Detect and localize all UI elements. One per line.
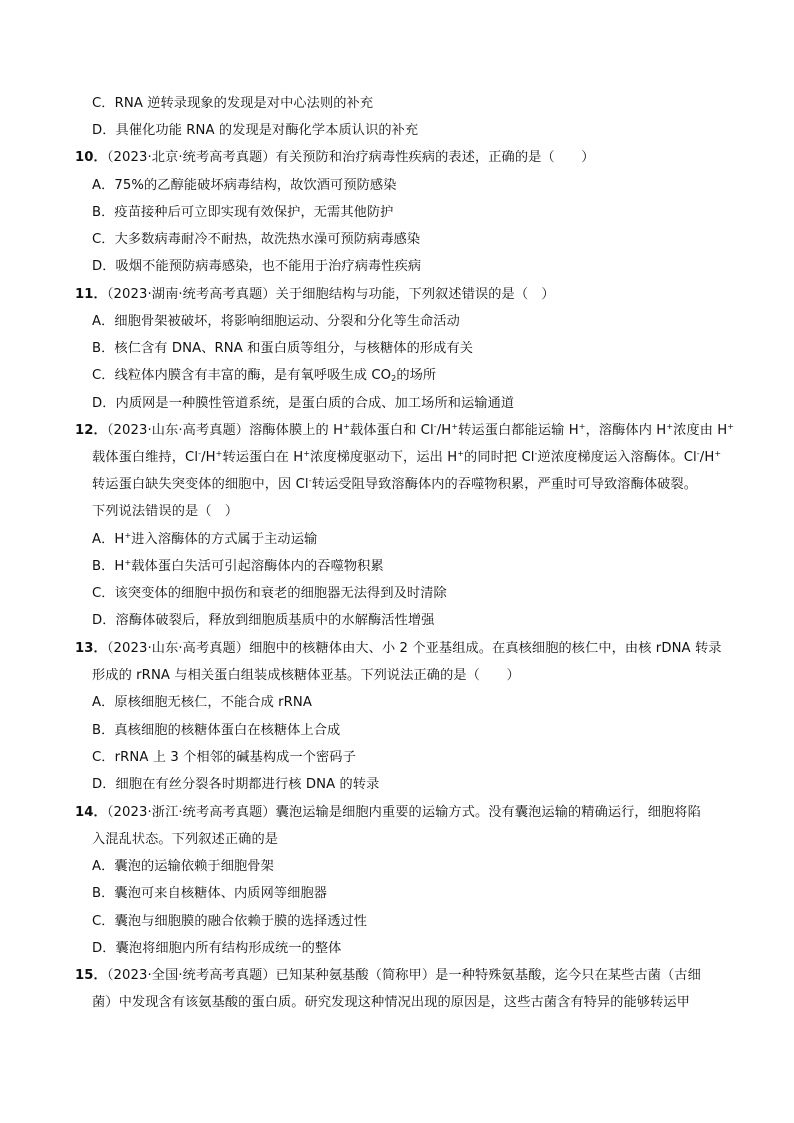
q12-option-d: D．溶酶体破裂后，释放到细胞质基质中的水解酶活性增强 <box>92 613 435 628</box>
superscript: - <box>534 449 538 458</box>
q13-source: （2023·山东·高考真题） <box>106 641 250 656</box>
q12-stem-line1 <box>75 421 734 441</box>
q15-number: 15． <box>75 968 107 983</box>
q12-text: 浓度由 H <box>673 423 728 438</box>
q11-option-c-text: C．线粒体内膜含有丰富的酶，是有氧呼吸生成 CO <box>92 368 392 383</box>
superscript: + <box>124 531 132 540</box>
q10-stem <box>75 148 595 168</box>
superscript: - <box>198 449 202 458</box>
q14-option-d: D．囊泡将细胞内所有结构形成统一的整体 <box>92 941 342 956</box>
q10-option-a: A．75%的乙醇能破坏病毒结构，故饮酒可预防感染 <box>92 178 397 193</box>
q12-option-a <box>92 530 317 550</box>
q12-text: /H <box>201 450 216 465</box>
q15-text: 已知某种氨基酸（简称甲）是一种特殊氨基酸，迄今只在某些古菌（古细 <box>275 968 701 983</box>
q12-text: 转运蛋白在 H <box>222 450 304 465</box>
q11-option-d: D．内质网是一种膜性管道系统，是蛋白质的合成、加工场所和运输通道 <box>92 396 515 411</box>
superscript: + <box>578 422 586 431</box>
q10-option-b: B．疫苗接种后可立即实现有效保护，无需其他防护 <box>92 205 394 220</box>
q12-text: ，溶酶体内 H <box>585 423 667 438</box>
q13-option-a: A．原核细胞无核仁，不能合成 rRNA <box>92 695 313 710</box>
q12-text: 转运蛋白都能运输 H <box>458 423 579 438</box>
q13-option-d: D．细胞在有丝分裂各时期都进行核 DNA 的转录 <box>92 777 380 792</box>
co2-subscript: 2 <box>391 374 397 383</box>
superscript: + <box>727 422 735 431</box>
q10-source: （2023·北京·统考高考真题） <box>106 150 276 165</box>
q14-number: 14． <box>75 805 107 820</box>
q10-option-d: D．吸烟不能预防病毒感染，也不能用于治疗病毒性疾病 <box>92 259 422 274</box>
q14-stem-line2: 入混乱状态。下列叙述正确的是 <box>92 832 279 847</box>
q12-option-c: C．该突变体的细胞中损伤和衰老的细胞器无法得到及时清除 <box>92 586 447 601</box>
q12-option-a-text: A．H <box>92 532 125 547</box>
q14-text: 囊泡运输是细胞内重要的运输方式。没有囊泡运输的精确运行，细胞将陷 <box>275 805 701 820</box>
q13-option-b: B．真核细胞的核糖体蛋白在核糖体上合成 <box>92 723 341 738</box>
q12-number: 12． <box>75 423 107 438</box>
q11-text: 关于细胞结构与功能，下列叙述错误的是（ ） <box>275 287 555 302</box>
q12-stem-line2 <box>92 448 721 468</box>
q12-text: 浓度梯度驱动下，运出 H <box>310 450 458 465</box>
q10-text: 有关预防和治疗病毒性疾病的表述，正确的是（ ） <box>275 150 595 165</box>
q12-option-b <box>92 557 384 577</box>
q10-number: 10． <box>75 150 107 165</box>
q11-option-b: B．核仁含有 DNA、RNA 和蛋白质等组分，与核糖体的形成有关 <box>92 341 474 356</box>
q11-option-a: A．细胞骨架被破坏，将影响细胞运动、分裂和分化等生命活动 <box>92 314 460 329</box>
q13-option-c: C．rRNA 上 3 个相邻的碱基构成一个密码子 <box>92 750 356 765</box>
q12-option-a-tail: 进入溶酶体的方式属于主动运输 <box>131 532 318 547</box>
q14-option-b: B．囊泡可来自核糖体、内质网等细胞器 <box>92 886 328 901</box>
q13-stem-line2: 形成的 rRNA 与相关蛋白组装成核糖体亚基。下列说法正确的是（ ） <box>92 668 520 683</box>
q11-option-c <box>92 366 436 386</box>
q9-option-c: C．RNA 逆转录现象的发现是对中心法则的补充 <box>92 96 374 111</box>
q11-stem <box>75 285 555 305</box>
q12-text: /H <box>699 450 715 465</box>
q12-text: 转运受阻导致溶酶体内的吞噬物积累，严重时可导致溶酶体破裂。 <box>311 477 698 492</box>
q12-stem-line4: 下列说法错误的是（ ） <box>92 504 239 519</box>
superscript: + <box>343 422 350 431</box>
q12-text: 载体蛋白和 Cl <box>349 423 434 438</box>
q12-option-b-text: B．H <box>92 559 125 574</box>
superscript: - <box>433 422 437 431</box>
superscript: + <box>666 422 674 431</box>
q12-text: 溶酶体膜上的 H <box>249 423 344 438</box>
q15-stem-line1 <box>75 966 701 986</box>
q12-source: （2023·山东·高考真题） <box>106 423 250 438</box>
q10-option-c: C．大多数病毒耐冷不耐热，故洗热水澡可预防病毒感染 <box>92 232 421 247</box>
q11-source: （2023·湖南·统考高考真题） <box>106 287 276 302</box>
q13-text: 细胞中的核糖体由大、小 2 个亚基组成。在真核细胞的核仁中，由核 rDNA 转录 <box>249 641 722 656</box>
superscript: - <box>308 476 312 485</box>
superscript: + <box>457 449 465 458</box>
q9-option-d: D．具催化功能 RNA 的发现是对酶化学本质认识的补充 <box>92 123 419 138</box>
q15-stem-line2: 菌）中发现含有该氨基酸的蛋白质。研究发现这种情况出现的原因是，这些古菌含有特异的能够转运甲 <box>92 995 690 1010</box>
superscript: + <box>451 422 459 431</box>
q11-number: 11． <box>75 287 107 302</box>
q14-option-c: C．囊泡与细胞膜的融合依赖于膜的选择透过性 <box>92 914 368 929</box>
q13-number: 13． <box>75 641 107 656</box>
q12-option-b-tail: 载体蛋白失活可引起溶酶体内的吞噬物积累 <box>131 559 384 574</box>
q15-source: （2023·全国·统考高考真题） <box>106 968 276 983</box>
q12-text: 的同时把 Cl <box>464 450 535 465</box>
q13-stem-line1 <box>75 639 722 659</box>
q12-text: 逆浓度梯度运入溶酶体。Cl <box>537 450 697 465</box>
superscript: + <box>714 449 722 458</box>
superscript: + <box>303 449 311 458</box>
q11-option-c-tail: 的场所 <box>396 368 437 383</box>
q14-stem-line1 <box>75 803 701 823</box>
q12-text: /H <box>436 423 452 438</box>
q14-option-a: A．囊泡的运输依赖于细胞骨架 <box>92 859 274 874</box>
q12-text: 载体蛋白维持，Cl <box>92 450 199 465</box>
superscript: + <box>124 558 132 567</box>
q12-stem-line3 <box>92 475 697 495</box>
superscript: - <box>696 449 700 458</box>
superscript: + <box>215 449 223 458</box>
q14-source: （2023·浙江·统考高考真题） <box>106 805 276 820</box>
q12-text: 转运蛋白缺失突变体的细胞中，因 Cl <box>92 477 309 492</box>
